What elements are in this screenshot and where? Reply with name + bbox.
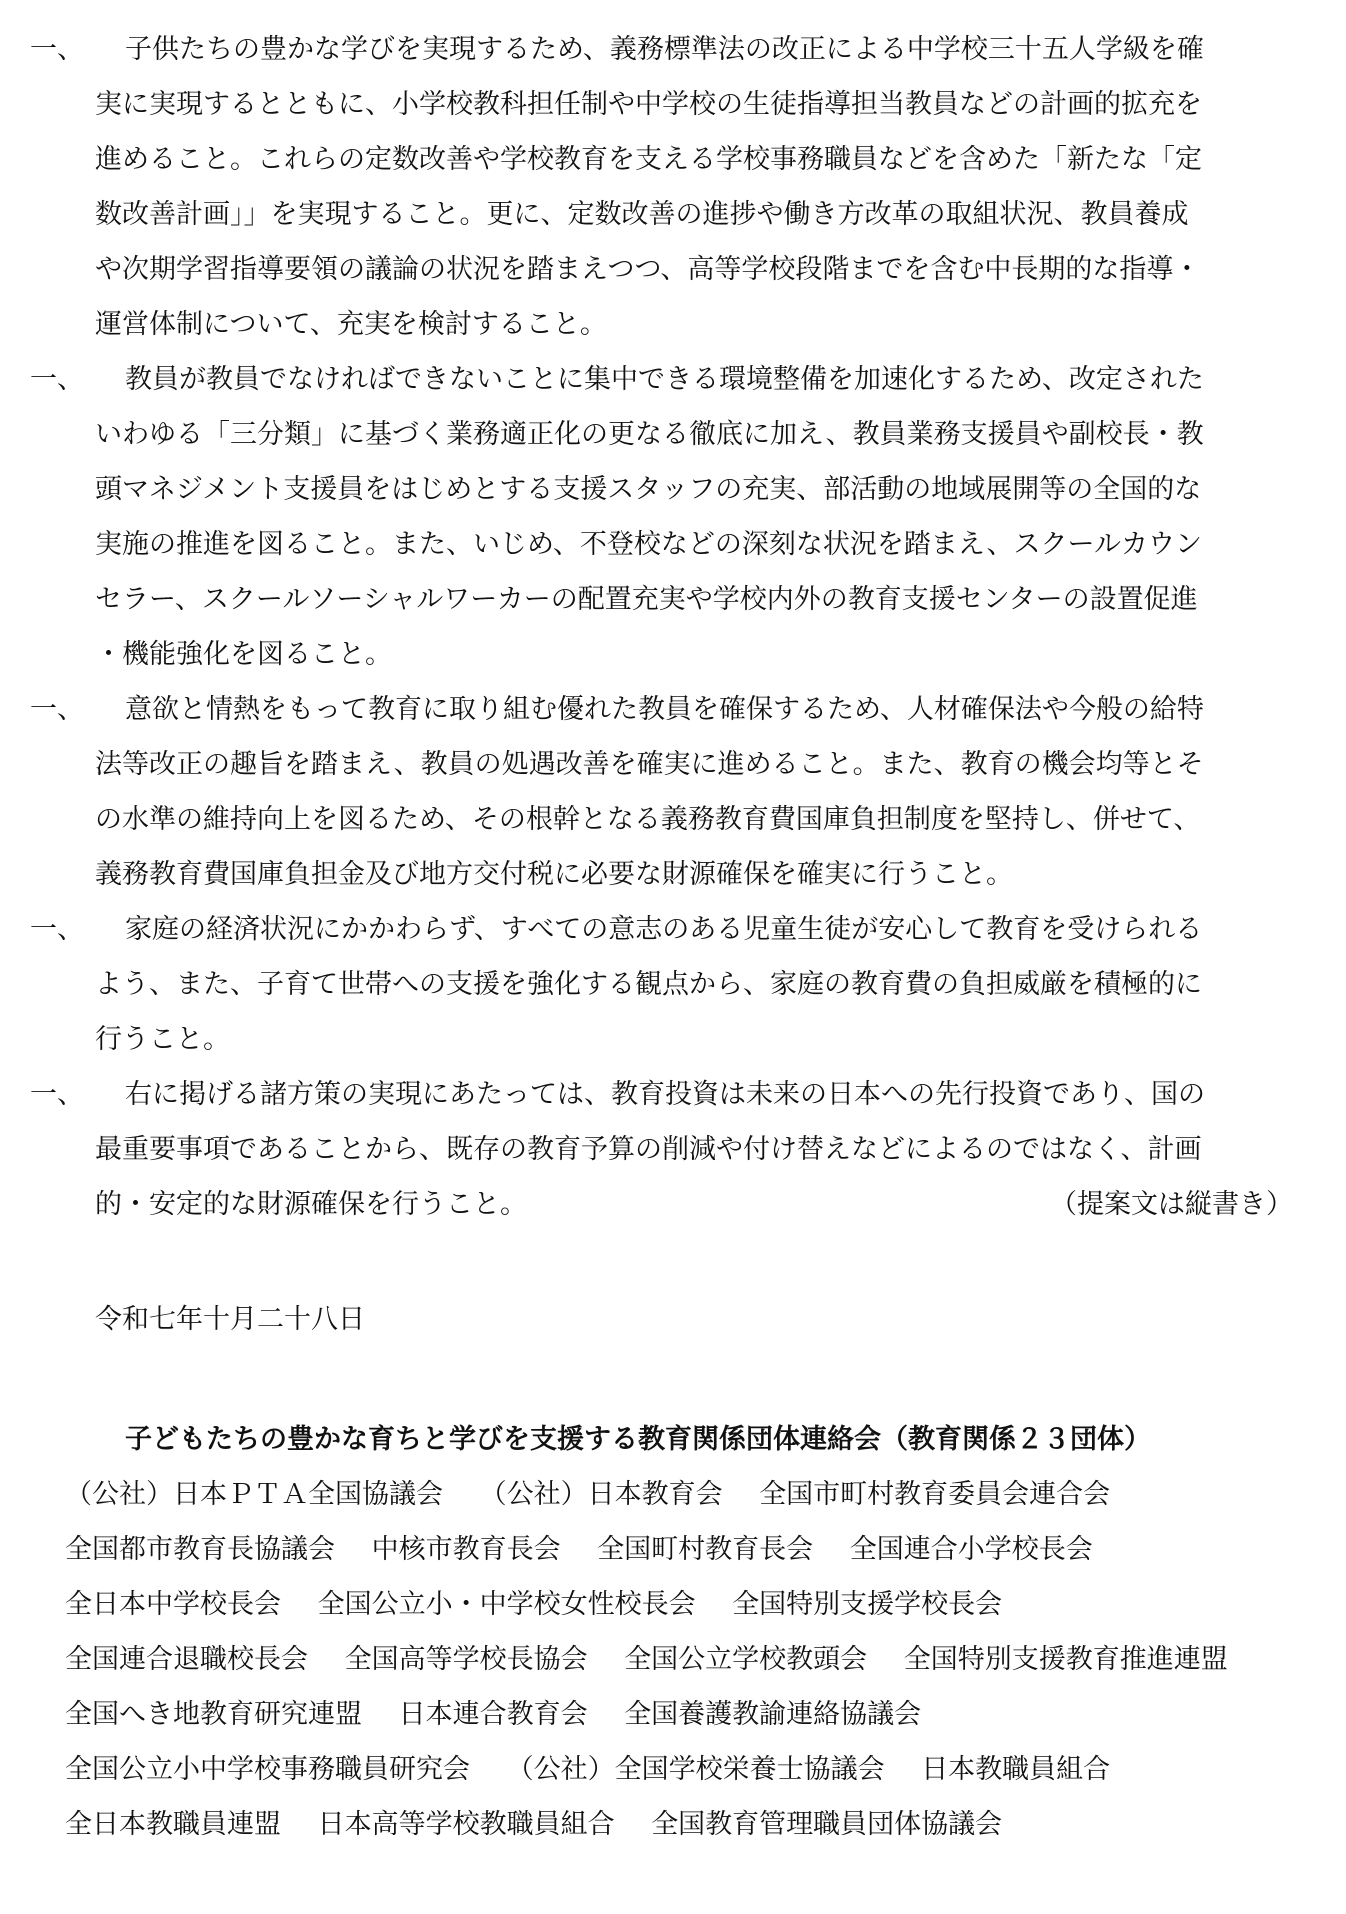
item-marker: 一、 <box>30 914 84 945</box>
item-1-line-2: 実に実現するとともに、小学校教科担任制や中学校の生徒指導担当教員などの計画的拡充を <box>95 89 1202 120</box>
org-name: 全国連合小学校長会 <box>849 1534 1093 1565</box>
item-1-line-3: 進めること。これらの定数改善や学校教育を支える学校事務職員などを含めた「新たな「定 <box>95 144 1202 175</box>
item-4-line-2: よう、また、子育て世帯への支援を強化する観点から、家庭の教育費の負担威厳を積極的に <box>95 969 1202 1000</box>
item-5-line-3: 的・安定的な財源確保を行うこと。 <box>95 1189 527 1220</box>
org-name: （公社）日本ＰＴＡ全国協議会 <box>65 1479 443 1510</box>
org-name: 全国連合退職校長会 <box>65 1644 308 1675</box>
item-2-line-1: 教員が教員でなければできないことに集中できる環境整備を加速化するため、改定された <box>125 364 1204 395</box>
org-name: 日本連合教育会 <box>398 1699 588 1730</box>
org-name: 全国特別支援教育推進連盟 <box>903 1644 1228 1675</box>
item-3-line-4: 義務教育費国庫負担金及び地方交付税に必要な財源確保を確実に行うこと。 <box>95 859 1013 890</box>
vertical-writing-note: （提案文は縦書き） <box>1050 1189 1293 1220</box>
org-name: 日本高等学校教職員組合 <box>317 1809 615 1840</box>
org-name: 中核市教育長会 <box>371 1534 561 1565</box>
item-2-line-5: セラー、スクールソーシャルワーカーの配置充実や学校内外の教育支援センターの設置促進 <box>95 584 1198 615</box>
item-1-line-5: や次期学習指導要領の議論の状況を踏まえつつ、高等学校段階までを含む中長期的な指導・ <box>95 254 1201 285</box>
item-3-line-1: 意欲と情熱をもって教育に取り組む優れた教員を確保するため、人材確保法や今般の給特 <box>125 694 1204 725</box>
org-name: 全国教育管理職員団体協議会 <box>651 1809 1003 1840</box>
org-name: （公社）全国学校栄養士協議会 <box>506 1754 885 1785</box>
org-row-6 <box>65 1750 1110 1790</box>
org-name: 全国公立小・中学校女性校長会 <box>317 1589 696 1620</box>
org-group-title: 子どもたちの豊かな育ちと学びを支援する教育関係団体連絡会（教育関係２３団体） <box>125 1424 1151 1455</box>
item-5-line-1: 右に掲げる諸方策の実現にあたっては、教育投資は未来の日本への先行投資であり、国の <box>125 1079 1205 1110</box>
item-5-line-2: 最重要事項であることから、既存の教育予算の削減や付け替えなどによるのではなく、計画 <box>95 1134 1202 1165</box>
org-name: 全日本中学校長会 <box>65 1589 281 1620</box>
org-name: 全国養護教諭連絡協議会 <box>624 1699 922 1730</box>
org-name: 全国公立学校教頭会 <box>624 1644 868 1675</box>
org-row-1 <box>65 1475 1110 1515</box>
item-1-line-4: 数改善計画」」を実現すること。更に、定数改善の進捗や働き方改革の取組状況、教員養成 <box>95 199 1189 230</box>
item-2-line-6: ・機能強化を図ること。 <box>95 639 392 670</box>
item-3-line-3: の水準の維持向上を図るため、その根幹となる義務教育費国庫負担制度を堅持し、併せて、 <box>95 804 1201 835</box>
org-row-5 <box>65 1695 921 1735</box>
org-name: 全国高等学校長協会 <box>344 1644 588 1675</box>
org-name: 全日本教職員連盟 <box>65 1809 281 1840</box>
org-name: （公社）日本教育会 <box>479 1479 723 1510</box>
item-2-line-4: 実施の推進を図ること。また、いじめ、不登校などの深刻な状況を踏まえ、スクールカウン <box>95 529 1202 560</box>
item-2-line-2: いわゆる「三分類」に基づく業務適正化の更なる徹底に加え、教員業務支援員や副校長・教 <box>95 419 1204 450</box>
item-4-line-3: 行うこと。 <box>95 1024 230 1055</box>
item-marker: 一、 <box>30 694 84 725</box>
document-date: 令和七年十月二十八日 <box>95 1304 365 1335</box>
item-1-line-6: 運営体制について、充実を検討すること。 <box>95 309 607 340</box>
org-row-7 <box>65 1805 1002 1845</box>
item-4-line-1: 家庭の経済状況にかかわらず、すべての意志のある児童生徒が安心して教育を受けられる <box>125 914 1203 945</box>
item-3-line-2: 法等改正の趣旨を踏まえ、教員の処遇改善を確実に進めること。また、教育の機会均等とそ <box>95 749 1204 780</box>
org-name: 日本教職員組合 <box>921 1754 1111 1785</box>
org-name: 全国へき地教育研究連盟 <box>65 1699 362 1730</box>
item-2-line-3: 頭マネジメント支援員をはじめとする支援スタッフの充実、部活動の地域展開等の全国的な <box>95 474 1202 505</box>
org-name: 全国市町村教育委員会連合会 <box>759 1479 1111 1510</box>
item-marker: 一、 <box>30 364 84 395</box>
org-name: 全国都市教育長協議会 <box>65 1534 335 1565</box>
item-1-line-1: 子供たちの豊かな学びを実現するため、義務標準法の改正による中学校三十五人学級を確 <box>125 34 1204 65</box>
item-marker: 一、 <box>30 34 84 65</box>
org-name: 全国公立小中学校事務職員研究会 <box>65 1754 470 1785</box>
org-row-4 <box>65 1640 1228 1680</box>
org-name: 全国特別支援学校長会 <box>732 1589 1003 1620</box>
org-row-2 <box>65 1530 1093 1570</box>
org-name: 全国町村教育長会 <box>597 1534 814 1565</box>
org-row-3 <box>65 1585 1002 1625</box>
item-marker: 一、 <box>30 1079 84 1110</box>
